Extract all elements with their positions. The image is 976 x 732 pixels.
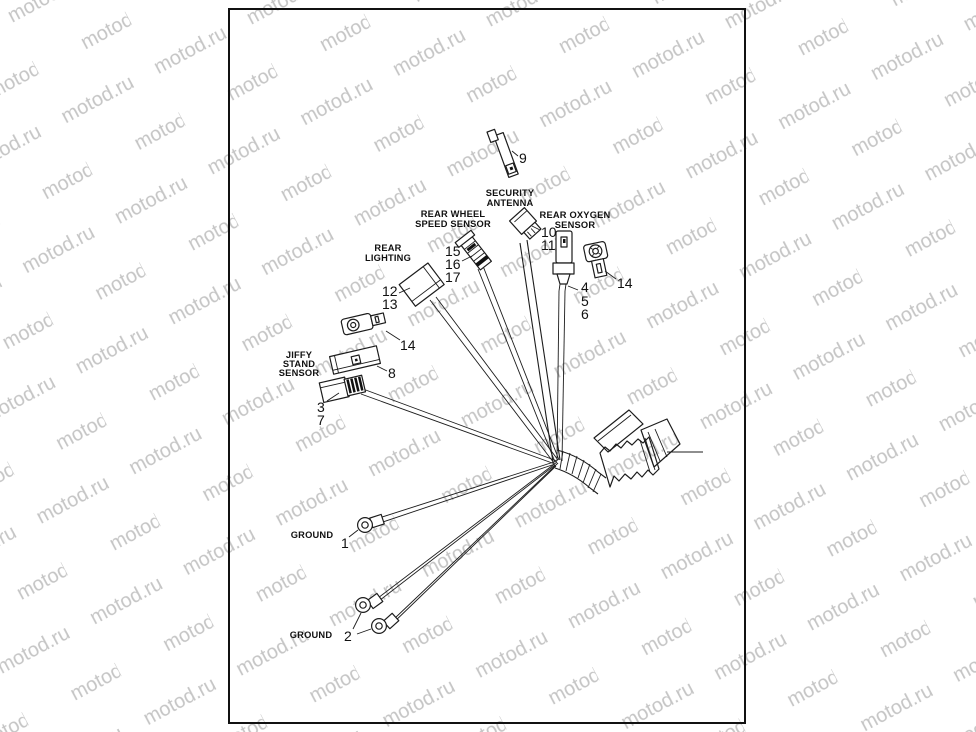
label-jiffy-stand-sensor: JIFFY <box>285 350 313 360</box>
label-rear-lighting: REAR <box>374 243 402 253</box>
label-rear-wheel-speed-sensor: SPEED SENSOR <box>415 219 491 229</box>
callout-16: 16 <box>445 256 461 272</box>
callout-12: 12 <box>382 283 398 299</box>
callout-14-right: 14 <box>617 275 633 291</box>
callout-17: 17 <box>445 269 461 285</box>
label-rear-oxygen-sensor: SENSOR <box>554 220 596 230</box>
callout-3: 3 <box>317 399 325 415</box>
callout-6: 6 <box>581 306 589 322</box>
label-jiffy-stand-sensor: STAND <box>282 359 316 369</box>
callout-1: 1 <box>341 535 349 551</box>
callout-4: 4 <box>581 279 589 295</box>
callout-9: 9 <box>519 150 527 166</box>
callout-13: 13 <box>382 296 398 312</box>
callout-14-left: 14 <box>400 337 416 353</box>
callout-15: 15 <box>445 243 461 259</box>
label-ground-upper: GROUND <box>290 530 334 540</box>
label-rear-oxygen-sensor: REAR OXYGEN <box>539 210 611 220</box>
label-rear-wheel-speed-sensor: REAR WHEEL <box>420 209 486 219</box>
callout-8: 8 <box>388 365 396 381</box>
callout-2: 2 <box>344 628 352 644</box>
label-security-antenna: ANTENNA <box>486 198 534 208</box>
label-jiffy-stand-sensor: SENSOR <box>278 368 320 378</box>
callout-10: 10 <box>541 224 557 240</box>
label-rear-lighting: LIGHTING <box>364 253 412 263</box>
label-security-antenna: SECURITY <box>485 188 535 198</box>
callout-7: 7 <box>317 412 325 428</box>
label-ground-lower: GROUND <box>289 630 333 640</box>
callout-5: 5 <box>581 293 589 309</box>
callout-11: 11 <box>541 237 556 253</box>
